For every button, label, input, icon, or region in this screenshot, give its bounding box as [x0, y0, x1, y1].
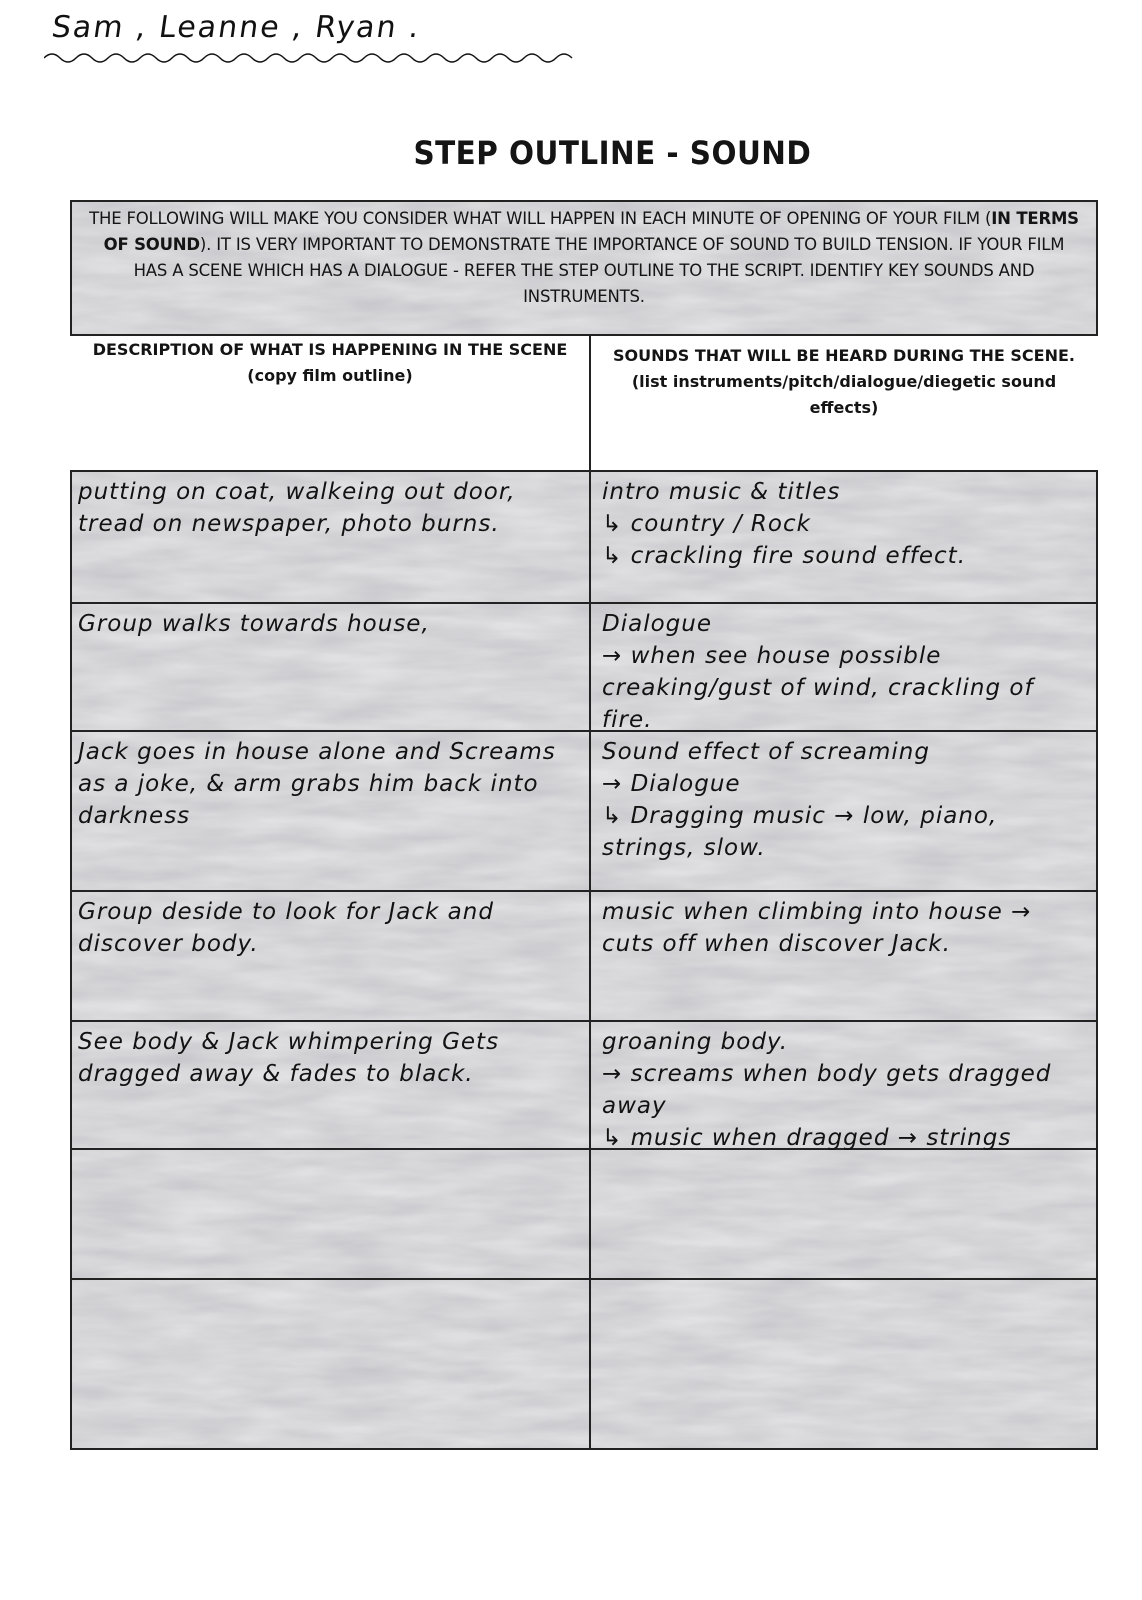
- row-6-description: [70, 1150, 590, 1278]
- row-4-description: Group deside to look for Jack and discover body.: [78, 899, 494, 957]
- instructions-text-1: THE FOLLOWING WILL MAKE YOU CONSIDER WHAT WILL HAPPEN IN EACH MINUTE OF OPENING OF YOUR FILM (: [89, 209, 992, 228]
- instructions-box: [70, 200, 1098, 335]
- row-3-description: Jack goes in house alone and Screams as a joke, & arm grabs him back into darkness: [78, 739, 556, 829]
- row-2-sounds: Dialogue → when see house possible creaking/gust of wind, crackling of fire.: [602, 611, 1034, 733]
- row-6-sounds: [590, 1150, 1098, 1278]
- student-names: Sam , Leanne , Ryan .: [49, 10, 424, 45]
- names-wavy-underline: [44, 46, 574, 66]
- step-outline-sheet: [70, 200, 1098, 1450]
- row-7-description: [70, 1280, 590, 1448]
- row-5-sounds: groaning body. → screams when body gets dragged away ↳ music when dragged → strings: [602, 1029, 1052, 1151]
- page-title: STEP OUTLINE - SOUND: [413, 134, 812, 172]
- column-header-sounds-title: SOUNDS THAT WILL BE HEARD DURING THE SCENE.: [613, 346, 1075, 365]
- row-1-sounds: intro music & titles ↳ country / Rock ↳ crackling fire sound effect.: [602, 479, 967, 569]
- instructions-bold: IN TERMS OF SOUND: [103, 209, 1079, 254]
- row-2-description: Group walks towards house,: [78, 611, 430, 637]
- row-3-sounds: Sound effect of screaming → Dialogue ↳ Dragging music → low, piano, strings, slow.: [602, 739, 998, 861]
- column-header-sounds: [590, 335, 1098, 471]
- row-divider: [70, 334, 1098, 336]
- row-4-sounds: music when climbing into house → cuts off when discover Jack.: [602, 899, 1032, 957]
- column-header-description: DESCRIPTION OF WHAT IS HAPPENING IN THE SCENE (copy film outline): [70, 335, 590, 471]
- row-5-description: See body & Jack whimpering Gets dragged away & fades to black.: [78, 1029, 500, 1087]
- row-1-description: putting on coat, walkeing out door, tread on newspaper, photo burns.: [78, 479, 516, 537]
- instructions-text-2: ). IT IS VERY IMPORTANT TO DEMONSTRATE THE IMPORTANCE OF SOUND TO BUILD TENSION. IF YOUR FILM HAS A SCENE WHICH HAS A DIALOGUE - REFER THE STEP OUTLINE TO THE SCRIPT. IDENTIFY KEY SOUNDS AND INSTRUMENTS.: [133, 235, 1065, 306]
- row-7-sounds: [590, 1280, 1098, 1448]
- column-header-sounds-subtitle: (list instruments/pitch/dialogue/diegetic sound effects): [631, 372, 1057, 417]
